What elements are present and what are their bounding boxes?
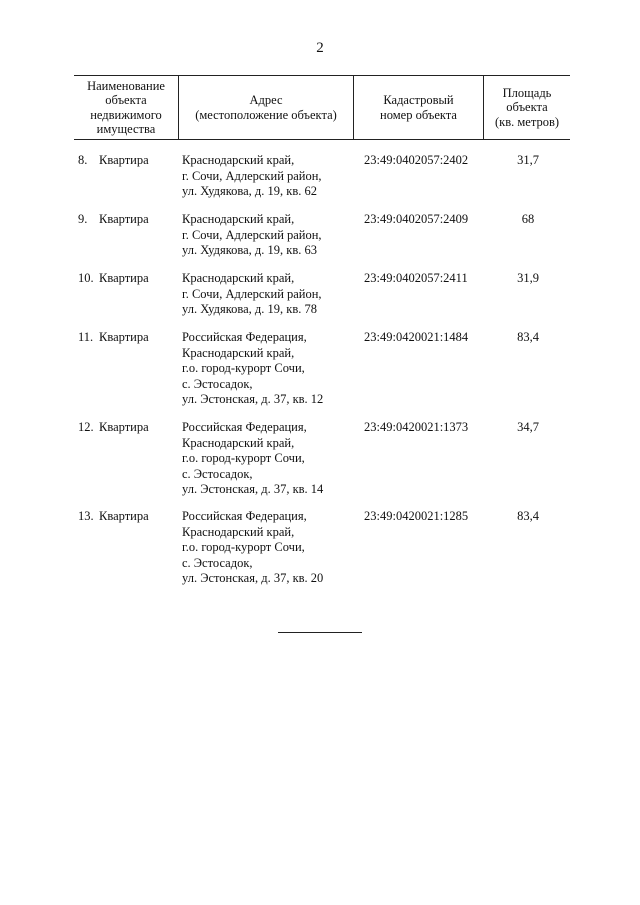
object-address: Российская Федерация, Краснодарский край, г.о. город-курорт Сочи, с. Эстосадок, ул. Эстонская, д. 37, кв. 20 xyxy=(182,509,324,585)
end-divider-line xyxy=(278,632,362,633)
object-address: Краснодарский край, г. Сочи, Адлерский район, ул. Худякова, д. 19, кв. 63 xyxy=(182,212,322,257)
header-address: Адрес (местоположение объекта) xyxy=(178,76,353,139)
page-number: 2 xyxy=(316,40,324,56)
object-area: 68 xyxy=(521,212,535,226)
object-area: 31,9 xyxy=(517,271,539,285)
cadastral-number: 23:49:0402057:2402 xyxy=(364,153,469,167)
object-area: 83,4 xyxy=(517,330,539,344)
header-object-name: Наименование объекта недвижимого имущества xyxy=(87,78,165,136)
row-number: 13. xyxy=(78,509,94,523)
object-name: Квартира xyxy=(99,153,149,167)
row-number: 8. xyxy=(78,153,88,167)
object-area: 83,4 xyxy=(517,509,539,523)
cadastral-number: 23:49:0420021:1285 xyxy=(364,509,469,523)
object-address: Краснодарский край, г. Сочи, Адлерский район, ул. Худякова, д. 19, кв. 62 xyxy=(182,153,322,198)
object-name: Квартира xyxy=(99,420,149,434)
row-number: 11. xyxy=(78,330,94,344)
row-number: 9. xyxy=(78,212,88,226)
object-address: Краснодарский край, г. Сочи, Адлерский район, ул. Худякова, д. 19, кв. 78 xyxy=(182,271,322,316)
cadastral-number: 23:49:0402057:2411 xyxy=(364,271,468,285)
property-table xyxy=(74,75,570,585)
object-name: Квартира xyxy=(99,271,149,285)
object-name: Квартира xyxy=(99,212,149,226)
table-header xyxy=(74,75,570,140)
row-number: 10. xyxy=(78,271,94,285)
object-area: 34,7 xyxy=(517,420,539,434)
cadastral-number: 23:49:0420021:1484 xyxy=(364,330,469,344)
header-cadastral-number: Кадастровый номер объекта xyxy=(353,76,483,139)
cadastral-number: 23:49:0420021:1373 xyxy=(364,420,469,434)
object-name: Квартира xyxy=(99,509,149,523)
object-address: Российская Федерация, Краснодарский край, г.о. город-курорт Сочи, с. Эстосадок, ул. Эстонская, д. 37, кв. 14 xyxy=(182,420,324,496)
object-address: Российская Федерация, Краснодарский край, г.о. город-курорт Сочи, с. Эстосадок, ул. Эстонская, д. 37, кв. 12 xyxy=(182,330,324,406)
cadastral-number: 23:49:0402057:2409 xyxy=(364,212,469,226)
object-area: 31,7 xyxy=(517,153,539,167)
object-name: Квартира xyxy=(99,330,149,344)
header-area: Площадь объекта (кв. метров) xyxy=(483,76,570,139)
row-number: 12. xyxy=(78,420,94,434)
